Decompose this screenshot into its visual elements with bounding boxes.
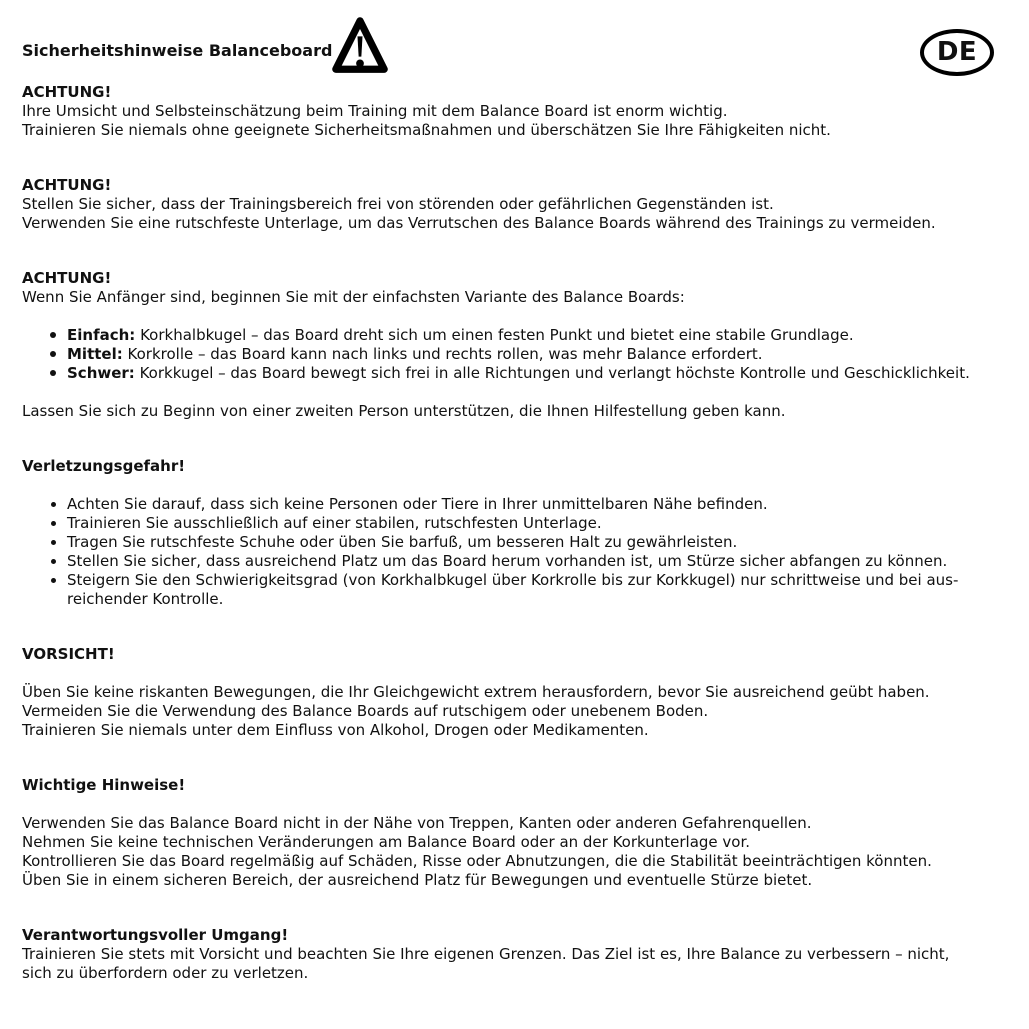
section-responsible-use [22, 926, 1021, 983]
section-heading: Wichtige Hinweise! [22, 776, 186, 794]
text-line: Lassen Sie sich zu Beginn von einer zweiten Person unterstützen, die Ihnen Hilfestellung geben kann. [22, 402, 786, 420]
language-badge-label: DE [936, 37, 978, 67]
text-line: Trainieren Sie niemals ohne geeignete Sicherheitsmaßnahmen und überschätzen Sie Ihre Fähigkeiten nicht. [22, 121, 831, 139]
section-caution [22, 645, 1021, 740]
text-line: Ihre Umsicht und Selbsteinschätzung beim Training mit dem Balance Board ist enorm wichtig. [22, 102, 728, 120]
section-heading: VORSICHT! [22, 645, 115, 663]
bullet-item-medium [22, 345, 1021, 364]
section-heading: Verletzungsgefahr! [22, 457, 186, 475]
text-line: sich zu überfordern oder zu verletzen. [22, 964, 309, 982]
difficulty-label: Mittel: [67, 345, 123, 363]
document-body [0, 83, 1029, 983]
section-attention-2 [22, 176, 1021, 233]
bullet-text: Korkkugel – das Board bewegt sich frei in alle Richtungen und verlangt höchste Kontrolle und Geschicklichkeit. [139, 364, 970, 382]
injury-risk-list [22, 495, 1021, 609]
bullet-text: Stellen Sie sicher, dass ausreichend Platz um das Board herum vorhanden ist, um Stürze sicher abfangen zu können. [67, 552, 948, 570]
text-line: Kontrollieren Sie das Board regelmäßig auf Schäden, Risse oder Abnutzungen, die die Stabilität beeinträchtigen könnten. [22, 852, 932, 870]
section-attention-1 [22, 83, 1021, 140]
section-injury-risk [22, 457, 1021, 609]
difficulty-label: Schwer: [67, 364, 135, 382]
section-heading: Verantwortungsvoller Umgang! [22, 926, 289, 944]
text-line: Verwenden Sie eine rutschfeste Unterlage, um das Verrutschen des Balance Boards während des Trainings zu vermeiden. [22, 214, 936, 232]
text-line: Vermeiden Sie die Verwendung des Balance Boards auf rutschigem oder unebenem Boden. [22, 702, 709, 720]
bullet-text: Tragen Sie rutschfeste Schuhe oder üben Sie barfuß, um besseren Halt zu gewährleisten. [67, 533, 738, 551]
text-line: Stellen Sie sicher, dass der Trainingsbereich frei von störenden oder gefährlichen Gegenständen ist. [22, 195, 774, 213]
difficulty-label: Einfach: [67, 326, 136, 344]
text-line: Verwenden Sie das Balance Board nicht in der Nähe von Treppen, Kanten oder anderen Gefahrenquellen. [22, 814, 812, 832]
section-heading: ACHTUNG! [22, 176, 112, 194]
bullet-item [22, 571, 1021, 609]
bullet-text: Trainieren Sie ausschließlich auf einer stabilen, rutschfesten Unterlage. [67, 514, 602, 532]
document-header [0, 0, 1029, 83]
bullet-text: Korkrolle – das Board kann nach links und rechts rollen, was mehr Balance erfordert. [127, 345, 763, 363]
warning-triangle-icon [331, 13, 389, 84]
bullet-text: Achten Sie darauf, dass sich keine Personen oder Tiere in Ihrer unmittelbaren Nähe befinden. [67, 495, 768, 513]
language-badge-de [920, 29, 994, 76]
text-line: Nehmen Sie keine technischen Veränderungen am Balance Board oder an der Korkunterlage vor. [22, 833, 751, 851]
bullet-text: Steigern Sie den Schwierigkeitsgrad (von Korkhalbkugel über Korkrolle bis zur Korkkugel) nur schrittweise und bei aus- [67, 571, 959, 589]
bullet-item-hard [22, 364, 1021, 383]
bullet-text: Korkhalbkugel – das Board dreht sich um einen festen Punkt und bietet eine stabile Grundlage. [140, 326, 854, 344]
bullet-item [22, 552, 1021, 571]
text-line: Trainieren Sie stets mit Vorsicht und beachten Sie Ihre eigenen Grenzen. Das Ziel ist es, Ihre Balance zu verbessern – nicht, [22, 945, 950, 963]
text-line: Trainieren Sie niemals unter dem Einfluss von Alkohol, Drogen oder Medikamenten. [22, 721, 649, 739]
text-line: Üben Sie in einem sicheren Bereich, der ausreichend Platz für Bewegungen und eventuelle Stürze bietet. [22, 871, 813, 889]
text-line: Üben Sie keine riskanten Bewegungen, die Ihr Gleichgewicht extrem herausfordern, bevor Sie ausreichend geübt haben. [22, 683, 930, 701]
section-heading: ACHTUNG! [22, 83, 112, 101]
bullet-item-easy [22, 326, 1021, 345]
bullet-text-wrap: reichender Kontrolle. [67, 590, 224, 608]
section-attention-3 [22, 269, 1021, 421]
bullet-item [22, 533, 1021, 552]
text-line: Wenn Sie Anfänger sind, beginnen Sie mit der einfachsten Variante des Balance Boards: [22, 288, 685, 306]
bullet-item [22, 514, 1021, 533]
section-heading: ACHTUNG! [22, 269, 112, 287]
bullet-item [22, 495, 1021, 514]
section-important-notes [22, 776, 1021, 890]
page-title: Sicherheitshinweise Balanceboard [22, 41, 333, 60]
difficulty-list [22, 326, 1021, 383]
